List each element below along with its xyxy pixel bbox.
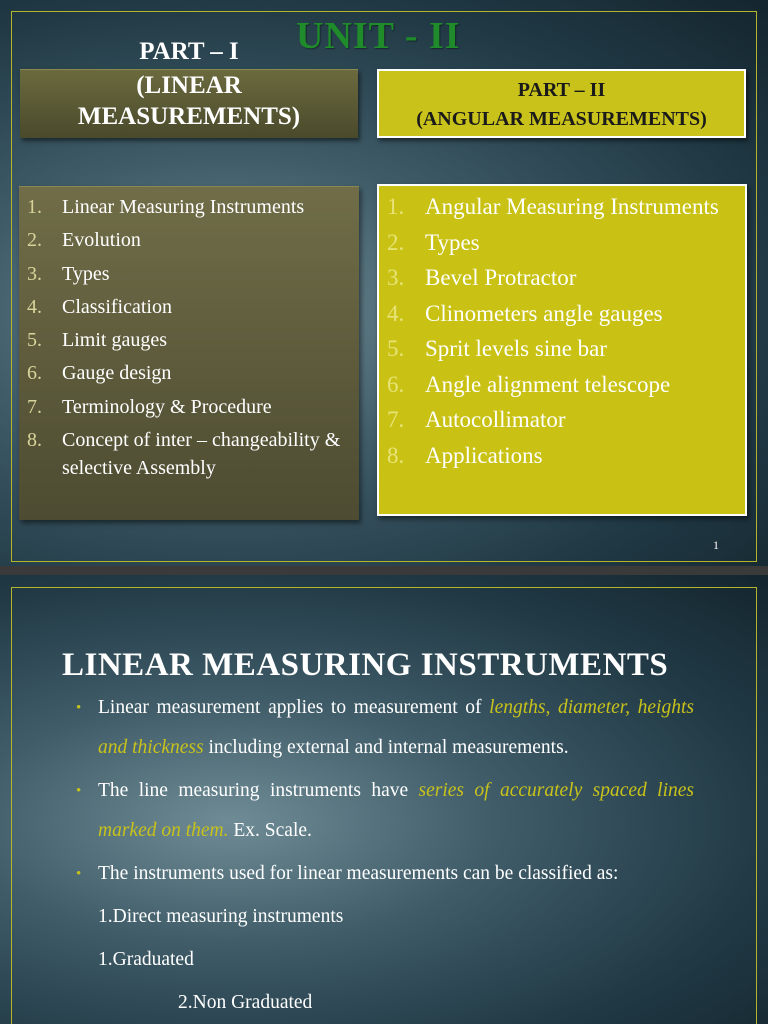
part2-subtitle: (ANGULAR MEASUREMENTS) xyxy=(416,108,707,130)
bullet-item: • The line measuring instruments have series of accurately spaced lines marked on them. Ex. Scale. xyxy=(76,771,694,851)
part1-subtitle-line1: (LINEAR xyxy=(136,72,242,99)
list-item: 4. Classification xyxy=(27,295,172,318)
list-item: 8. Concept of inter – changeability & selective Assembly xyxy=(27,429,341,480)
highlight-text: lengths, diameter, heights and thickness xyxy=(98,697,694,758)
bullet-icon: • xyxy=(76,866,82,882)
part1-heading xyxy=(20,36,358,138)
bullet-icon: • xyxy=(76,783,82,799)
list-item: 2. Evolution xyxy=(27,229,141,252)
bullet-icon: • xyxy=(76,700,82,716)
list-item: 1. Angular Measuring Instruments xyxy=(387,194,719,219)
list-item: 3. Bevel Protractor xyxy=(387,265,577,290)
angular-topics-list xyxy=(377,184,747,516)
list-item: 5. Sprit levels sine bar xyxy=(387,336,608,361)
list-item: 7. Terminology & Procedure xyxy=(27,395,272,418)
part1-label: PART – I xyxy=(139,38,239,65)
list-item: 6. Angle alignment telescope xyxy=(387,371,671,397)
bullet-item: • Linear measurement applies to measurement of lengths, diameter, heights and thickness including external and internal measurements. xyxy=(76,688,694,768)
sub-item-non-graduated: 2.Non Graduated xyxy=(178,992,313,1013)
page-number: 1 xyxy=(713,538,719,552)
part2-heading xyxy=(377,69,746,138)
unit-title: UNIT - II xyxy=(296,15,461,57)
list-item: 3. Types xyxy=(27,262,110,285)
list-item: 6. Gauge design xyxy=(27,362,172,385)
part1-title-box xyxy=(20,69,358,138)
slide-2-title: LINEAR MEASURING INSTRUMENTS xyxy=(62,647,669,683)
list-item: 4. Clinometers angle gauges xyxy=(387,300,663,326)
part1-subtitle-line2: MEASUREMENTS) xyxy=(77,103,301,130)
linear-topics-list xyxy=(19,186,359,520)
sub-item-graduated: 1.Graduated xyxy=(98,949,194,970)
part2-label: PART – II xyxy=(517,79,606,101)
list-item: 1. Linear Measuring Instruments xyxy=(27,196,305,218)
bullet-item: • The instruments used for linear measurements can be classified as: xyxy=(76,854,694,894)
list-item: 2. Types xyxy=(387,229,480,255)
list-item: 8. Applications xyxy=(387,442,543,468)
slide-2 xyxy=(0,575,768,1024)
bullet-list xyxy=(76,688,694,1024)
list-item: 5. Limit gauges xyxy=(27,329,167,352)
highlight-text: series of accurately spaced lines marked on them. xyxy=(98,780,695,841)
sub-item-direct-measuring: 1.Direct measuring instruments xyxy=(98,906,344,927)
list-item: 7. Autocollimator xyxy=(387,407,566,432)
